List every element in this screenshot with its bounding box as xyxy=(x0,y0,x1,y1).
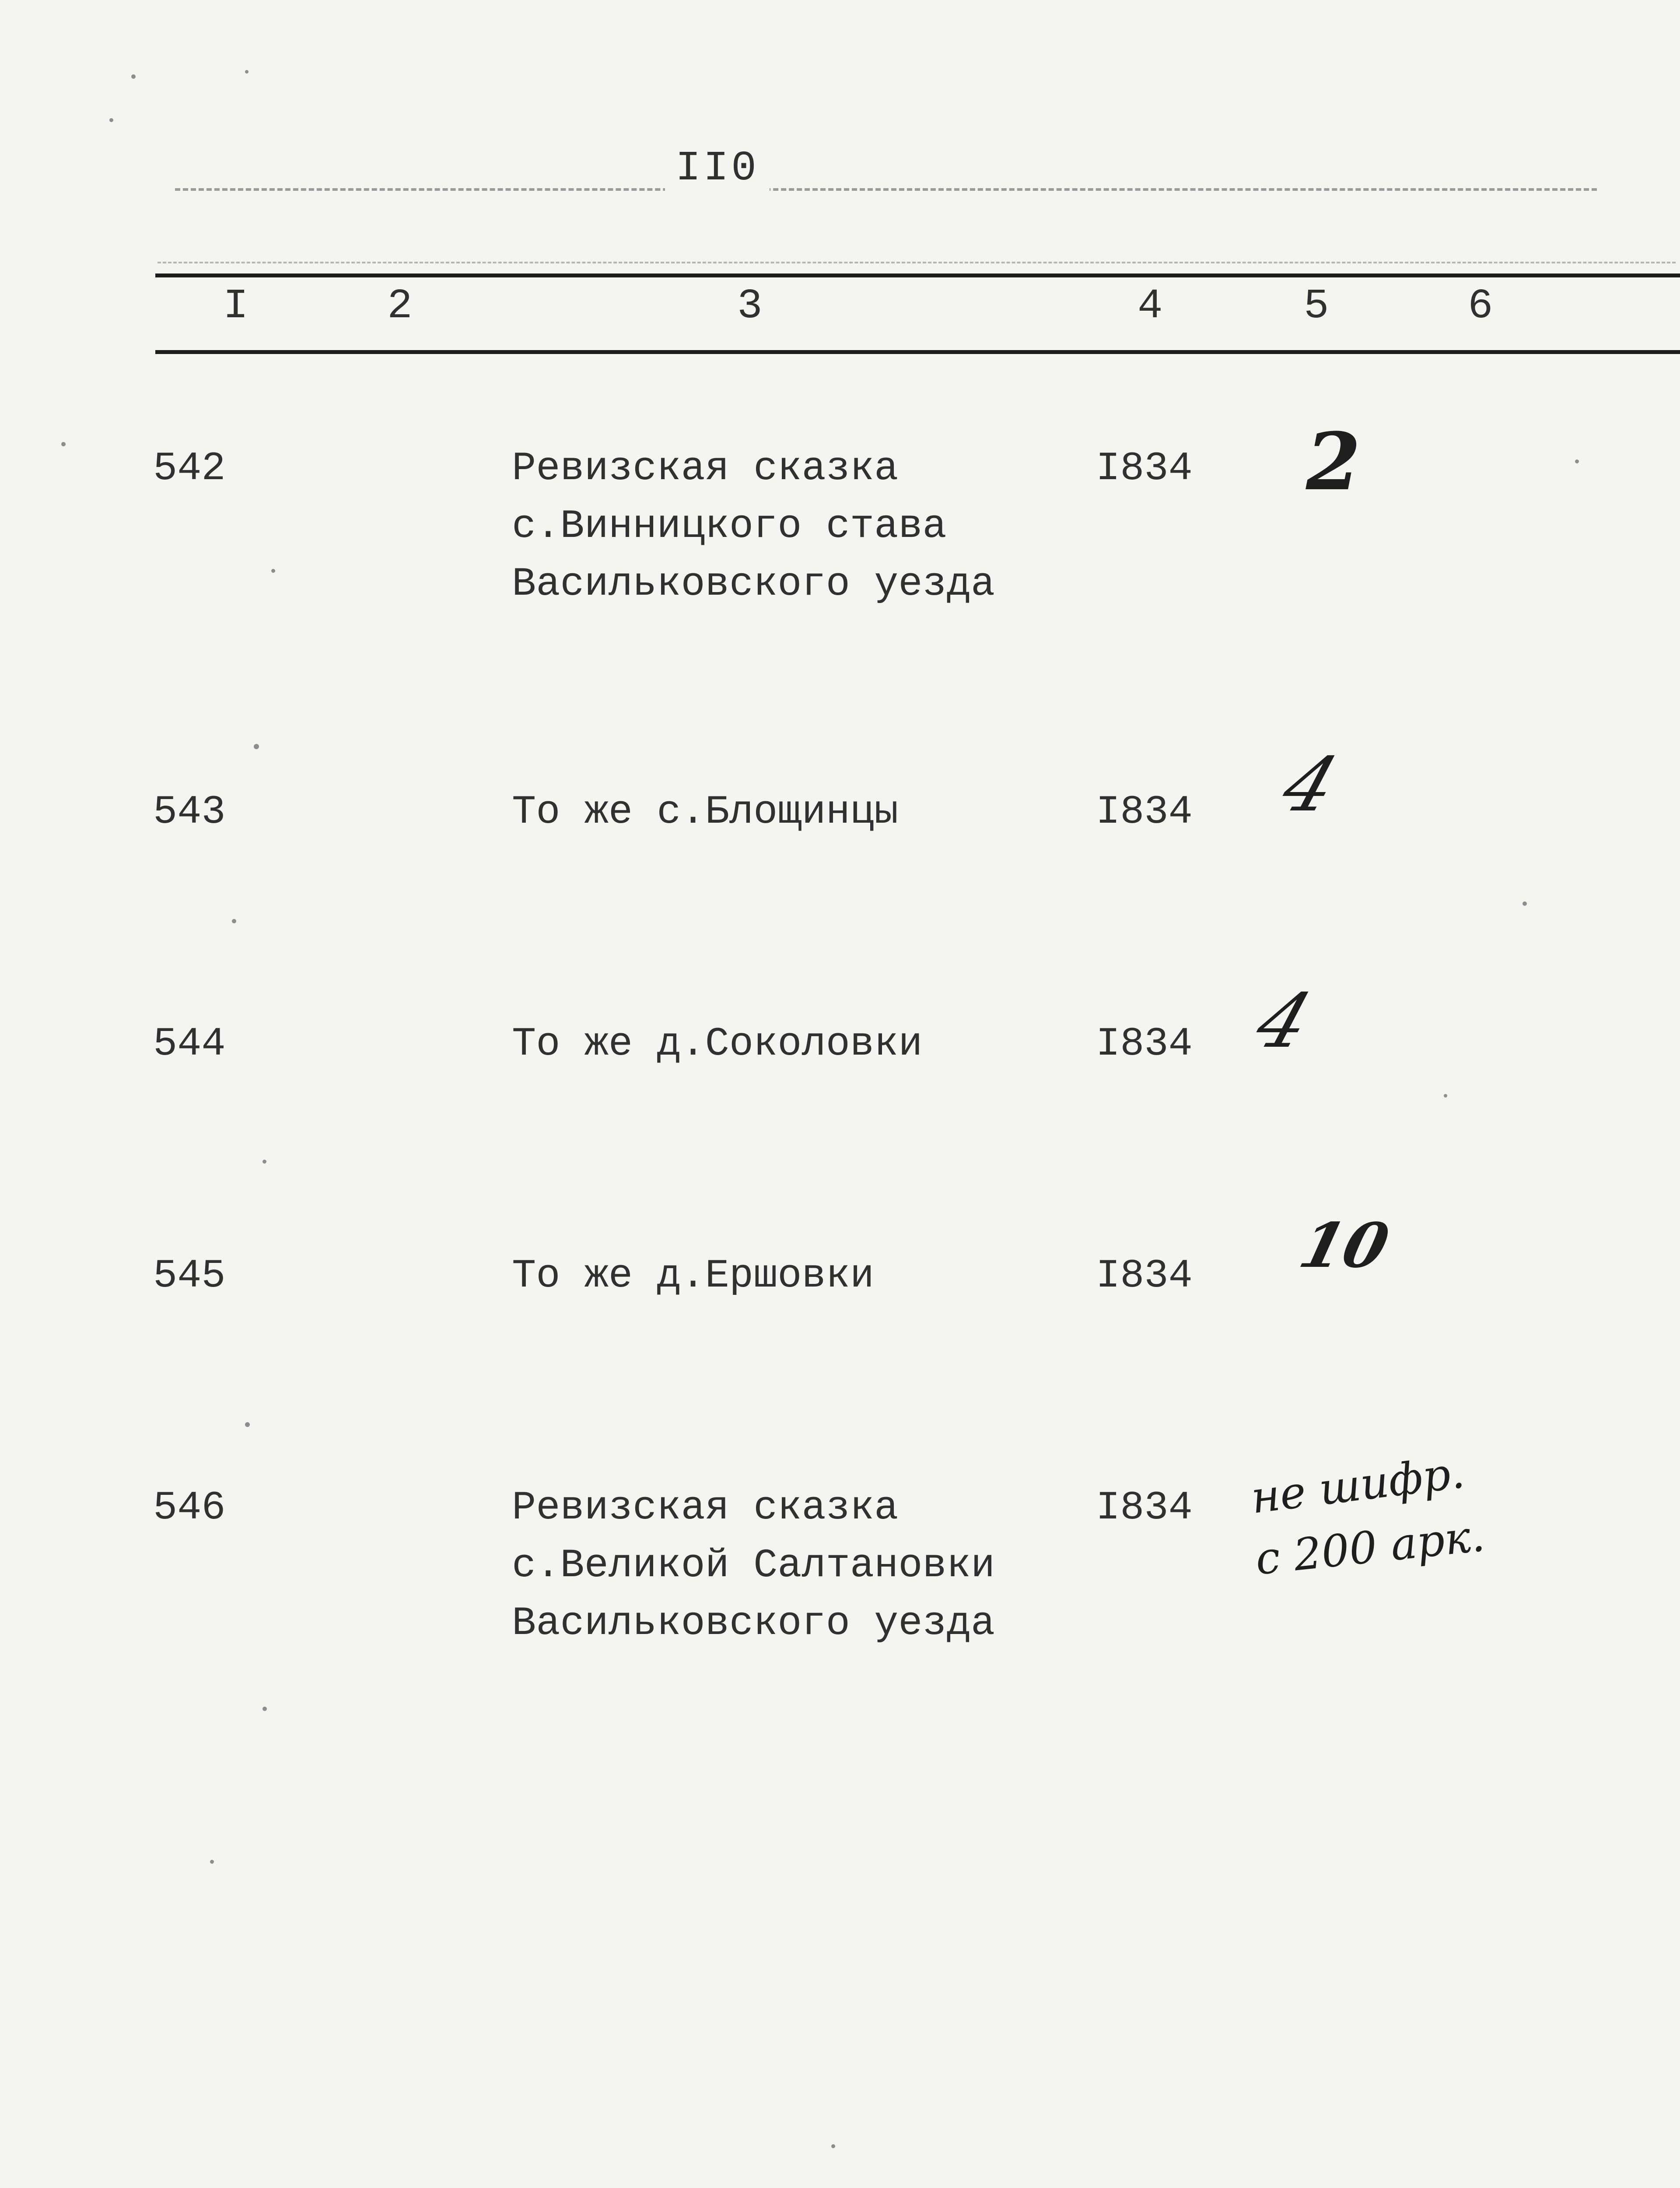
handwritten-sheet-count: 10 xyxy=(1292,1210,1396,1282)
row-year: I834 xyxy=(1096,789,1193,835)
page-number: II0 xyxy=(665,144,770,192)
scan-speck xyxy=(271,569,275,573)
row-title-line: Васильковского уезда xyxy=(512,561,995,607)
row-number: 543 xyxy=(153,789,226,835)
column-header-3: 3 xyxy=(737,282,763,330)
scan-speck xyxy=(1575,459,1579,463)
row-year: I834 xyxy=(1096,1485,1193,1531)
row-title-line: Васильковского уезда xyxy=(512,1600,995,1646)
row-number: 546 xyxy=(153,1485,226,1531)
row-year: I834 xyxy=(1096,1021,1193,1067)
row-title-line: с.Великой Салтановки xyxy=(512,1543,995,1588)
scan-speck xyxy=(262,1707,267,1711)
row-title-line: с.Винницкого става xyxy=(512,503,947,549)
scan-speck xyxy=(232,919,236,923)
header-dashed-line xyxy=(158,262,1676,263)
row-title-line: То же д.Ершовки xyxy=(512,1253,875,1299)
scan-speck xyxy=(245,70,248,74)
scan-speck xyxy=(1522,901,1527,906)
column-header-6: 6 xyxy=(1468,282,1493,330)
header-bottom-rule xyxy=(155,350,1680,354)
row-number: 542 xyxy=(153,445,226,491)
row-title-line: То же с.Блощинцы xyxy=(512,789,899,835)
row-year: I834 xyxy=(1096,445,1193,491)
handwritten-sheet-count: 4 xyxy=(1246,978,1322,1065)
scan-speck xyxy=(262,1160,266,1164)
column-header-1: I xyxy=(223,282,248,330)
scan-speck xyxy=(831,2144,835,2148)
handwritten-sheet-count: 2 xyxy=(1306,416,1361,508)
scan-speck xyxy=(131,74,136,79)
scan-speck xyxy=(1444,1094,1447,1098)
column-header-5: 5 xyxy=(1304,282,1329,330)
header-top-rule xyxy=(155,274,1680,277)
row-title-line: Ревизская сказка xyxy=(512,445,899,491)
handwritten-note-line: с 200 арк. xyxy=(1253,1510,1487,1585)
scan-speck xyxy=(61,442,66,446)
row-title-line: То же д.Соколовки xyxy=(512,1021,923,1067)
row-number: 544 xyxy=(153,1021,226,1067)
column-header-2: 2 xyxy=(387,282,413,330)
column-header-4: 4 xyxy=(1138,282,1163,330)
row-title-line: Ревизская сказка xyxy=(512,1485,899,1531)
top-dashed-line xyxy=(175,188,1597,191)
scan-speck xyxy=(254,744,259,749)
handwritten-note-line: не шифр. xyxy=(1248,1446,1467,1524)
row-number: 545 xyxy=(153,1253,226,1299)
scan-speck xyxy=(210,1860,214,1864)
scan-speck xyxy=(109,118,113,122)
scan-speck xyxy=(245,1422,250,1427)
handwritten-sheet-count: 4 xyxy=(1272,742,1348,828)
row-year: I834 xyxy=(1096,1253,1193,1299)
